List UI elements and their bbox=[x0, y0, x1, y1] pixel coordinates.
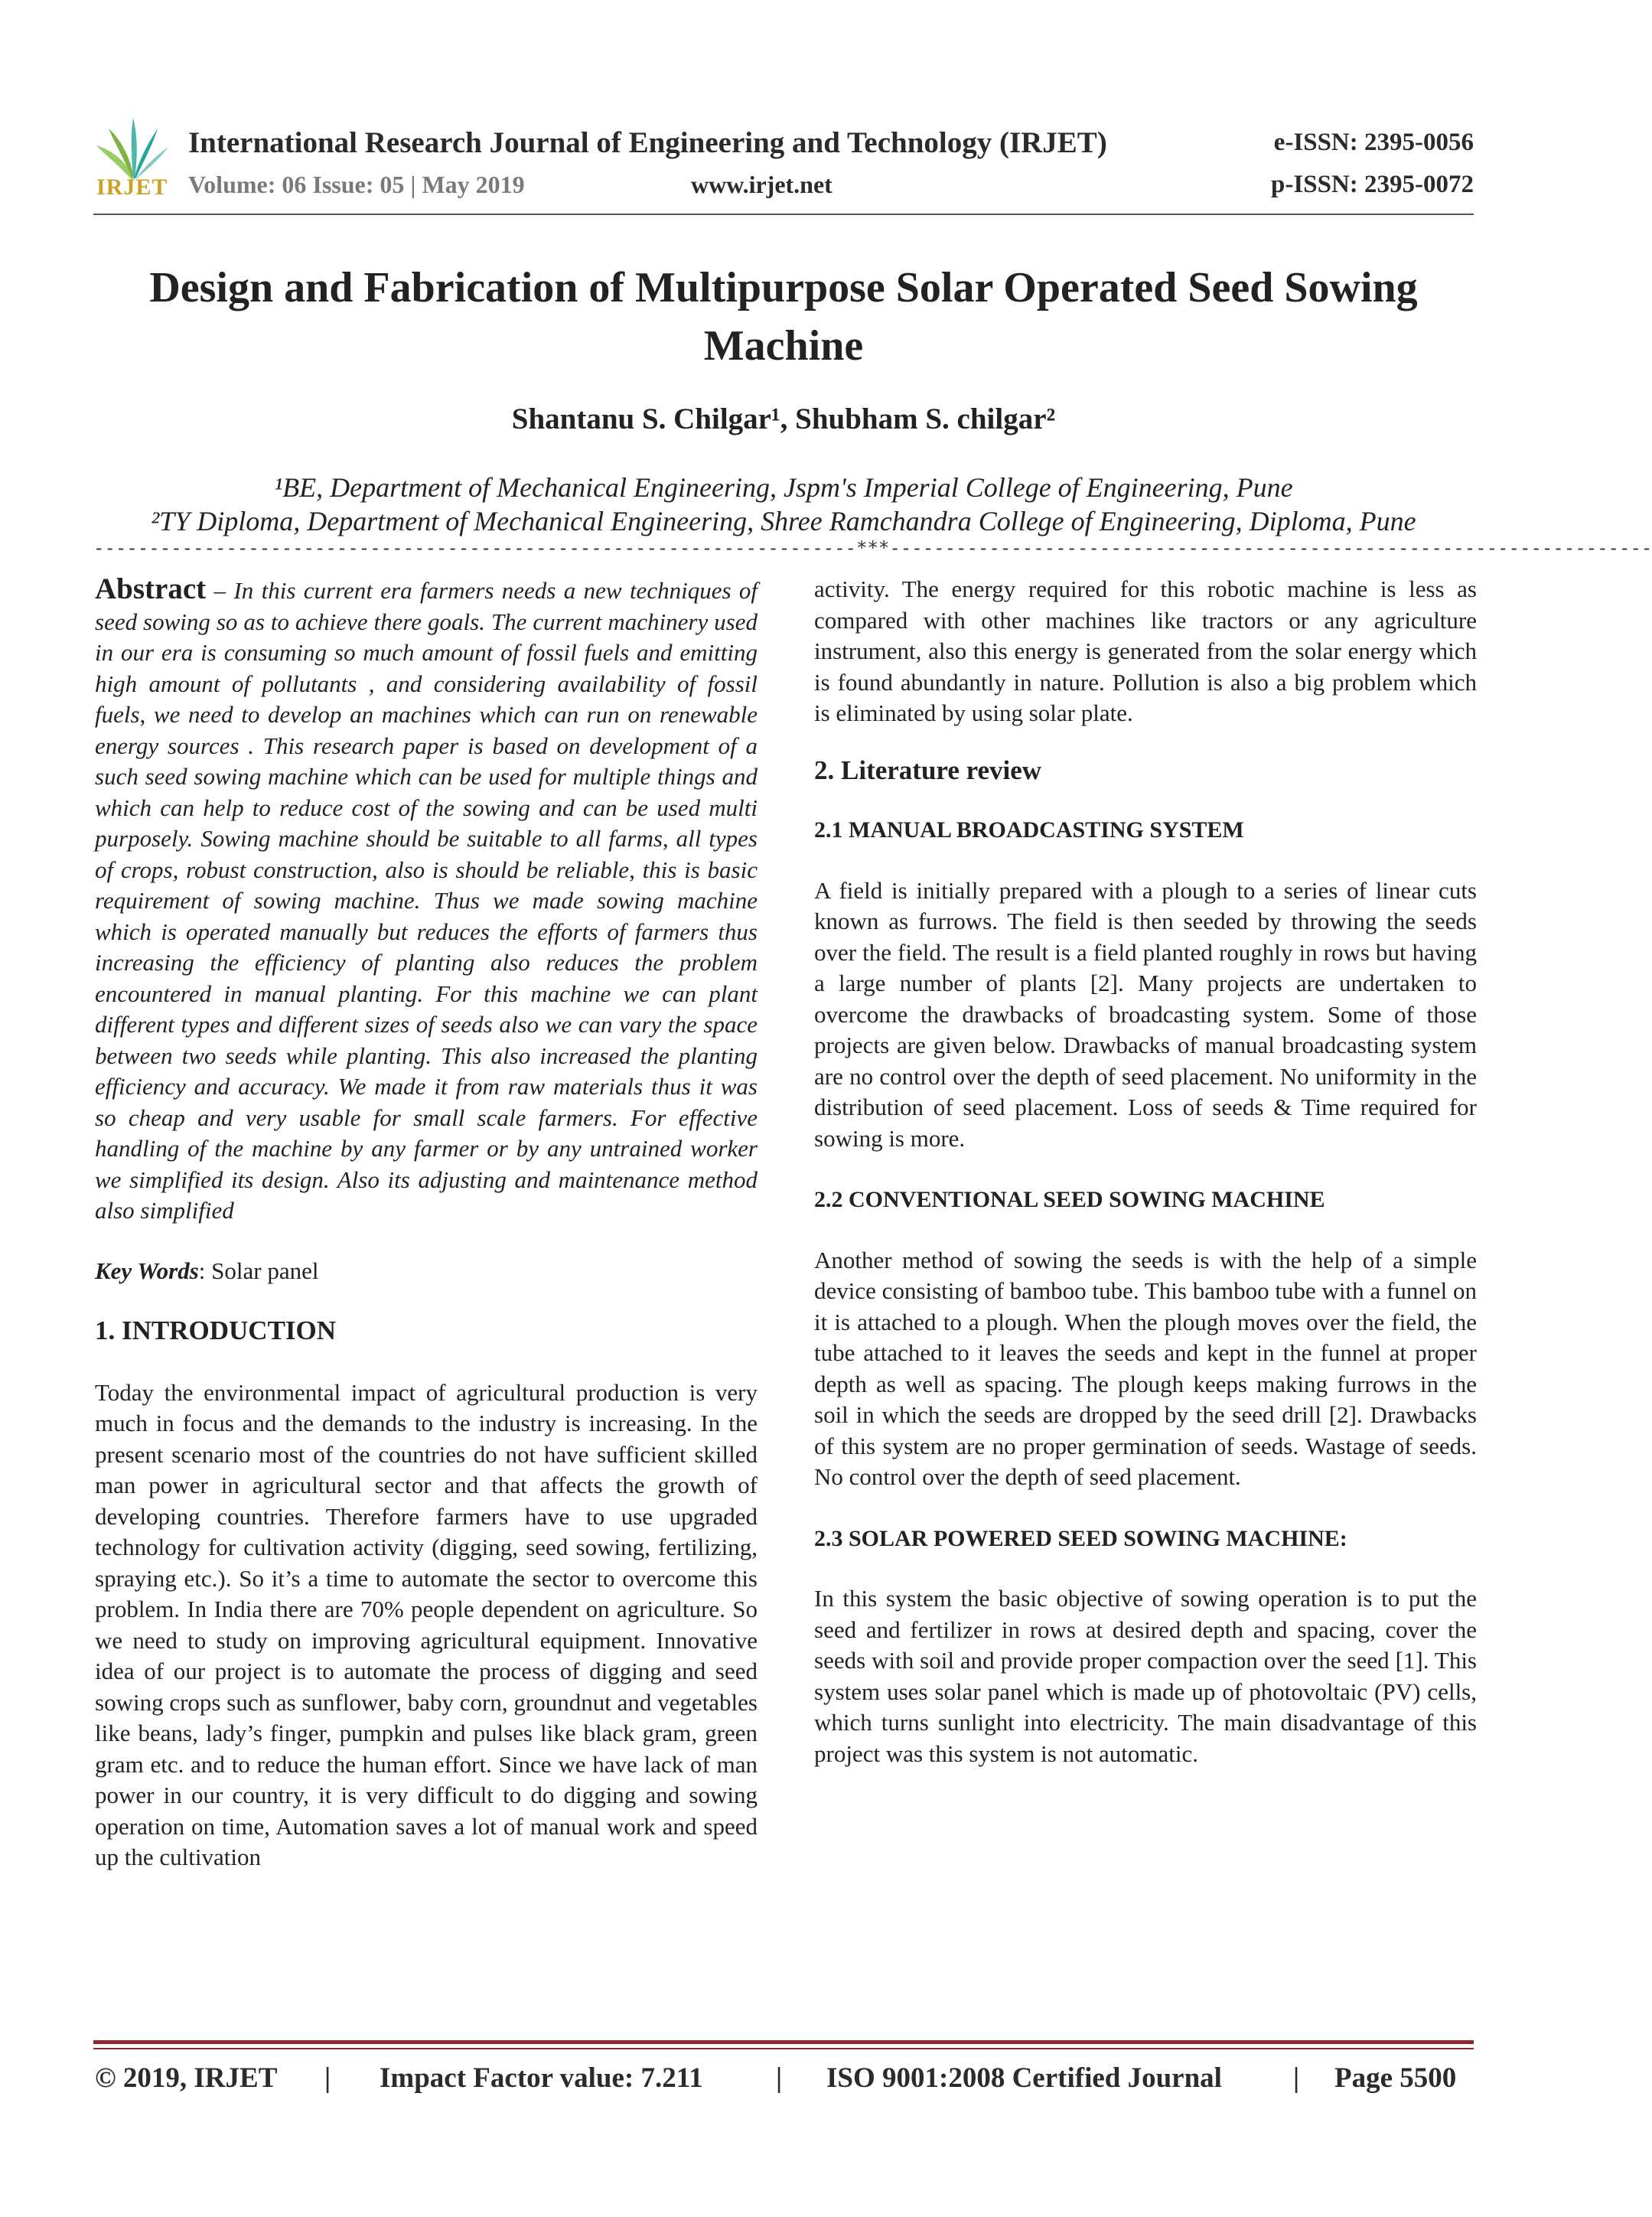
introduction-text: Today the environmental impact of agricultural production is very much in focus and the demands to the industry is increasing. In the present scenario most of the countries do not have sufficient skilled man power in agricultural sector and that affects the growth of developing countries. Therefore farmers have to use upgraded technology for cultivation activity (digging, seed sowing, fertilizing, spraying etc.). So it’s a time to automate the sector to overcome this problem. In India there are 70% people dependent on agriculture. So we need to study on improving agricultural equipment. Innovative idea of our project is to automate the process of digging and seed sowing crops such as sunflower, baby corn, groundnut and vegetables like beans, lady’s finger, pumpkin and pulses like black gram, green gram etc. and to reduce the human effort. Since we have lack of man power in our country, it is very difficult to do digging and sowing operation on time, Automation saves a lot of manual work and speed up the cultivation bbox=[95, 1378, 758, 1870]
footer-separator: | bbox=[1293, 2062, 1300, 2094]
section-2-3-heading: 2.3 SOLAR POWERED SEED SOWING MACHINE: bbox=[814, 1525, 1347, 1551]
introduction-continued: activity. The energy required for this robotic machine is less as compared with other machines like tractors or any agriculture instrument, also this energy is generated from the solar energy which is found abundantly in nature. Pollution is also a big problem which is eliminated by using solar plate. bbox=[814, 575, 1477, 726]
section-2-2-text: Another method of sowing the seeds is with the help of a simple device consisting of bamboo tube. This bamboo tube with a funnel on it is attached to a plough. When the plough moves over the field, the tube attached to it leaves the seeds and kept in the funnel at proper depth as well as spacing. The plough keeps making furrows in the soil in which the seeds are dropped by the seed drill [2]. Drawbacks of this system are no proper germination of seeds. Wastage of seeds. No control over the depth of seed placement. bbox=[814, 1246, 1477, 1490]
footer-separator: | bbox=[324, 2062, 331, 2094]
abstract-heading: Abstract bbox=[95, 572, 207, 605]
journal-website: www.irjet.net bbox=[691, 171, 833, 198]
footer-impact-factor: Impact Factor value: 7.211 bbox=[380, 2062, 703, 2094]
affiliation-1: ¹BE, Department of Mechanical Engineering, Jspm's Imperial College of Engineering, Pune bbox=[274, 472, 1293, 503]
left-column bbox=[95, 574, 758, 1873]
paper-title: Design and Fabrication of Multipurpose Solar Operated Seed Sowing Machine bbox=[149, 264, 1418, 370]
paper-authors: Shantanu S. Chilgar¹, Shubham S. chilgar² bbox=[511, 403, 1056, 435]
abstract-dash: – bbox=[206, 577, 234, 604]
literature-heading: 2. Literature review bbox=[814, 755, 1042, 785]
p-issn: p-ISSN: 2395-0072 bbox=[1271, 171, 1474, 198]
page-footer bbox=[95, 2062, 1472, 2095]
e-issn: e-ISSN: 2395-0056 bbox=[1273, 129, 1474, 156]
journal-title: International Research Journal of Engineering and Technology (IRJET) bbox=[188, 126, 1107, 159]
footer-rule-thick bbox=[93, 2040, 1474, 2044]
introduction-heading: 1. INTRODUCTION bbox=[95, 1316, 337, 1345]
affiliation-2: ²TY Diploma, Department of Mechanical Engineering, Shree Ramchandra College of Engineering, Diploma, Pune bbox=[151, 506, 1416, 536]
footer-rule-thin bbox=[93, 2048, 1474, 2049]
keywords-label: Key Words bbox=[95, 1257, 199, 1284]
section-2-3-text: In this system the basic objective of sowing operation is to put the seed and fertilizer in rows at desired depth and spacing, cover the seeds with soil and provide proper compaction over the seed [1]. This system uses solar panel which is made up of photovoltaic (PV) cells, which turns sunlight into electricity. The main disadvantage of this project was this system is not automatic. bbox=[814, 1585, 1477, 1767]
footer-page-number: Page 5500 bbox=[1334, 2062, 1457, 2094]
footer-separator: | bbox=[776, 2062, 783, 2094]
keywords-colon: : bbox=[198, 1257, 212, 1284]
section-2-1-heading: 2.1 MANUAL BROADCASTING SYSTEM bbox=[814, 817, 1244, 843]
footer-copyright: © 2019, IRJET bbox=[95, 2062, 278, 2094]
abstract-paragraph bbox=[95, 574, 758, 1227]
keywords-line bbox=[95, 1256, 758, 1287]
logo-text: IRJET bbox=[96, 174, 168, 200]
header-divider bbox=[93, 214, 1474, 215]
footer-iso: ISO 9001:2008 Certified Journal bbox=[826, 2062, 1222, 2094]
separator-line: ---------------------------------------------------------------------***--------------------------------------------------------------------- bbox=[93, 537, 1652, 559]
right-column bbox=[814, 574, 1477, 1769]
volume-issue: Volume: 06 Issue: 05 | May 2019 bbox=[188, 171, 525, 198]
keywords-value: Solar panel bbox=[211, 1257, 319, 1284]
section-2-2-heading: 2.2 CONVENTIONAL SEED SOWING MACHINE bbox=[814, 1187, 1325, 1212]
section-2-1-text: A field is initially prepared with a plough to a series of linear cuts known as furrows. The field is then seeded by throwing the seeds over the field. The result is a field planted roughly in rows but having a large number of plants [2]. Many projects are undertaken to overcome the drawbacks of broadcasting system. Some of those projects are given below. Drawbacks of manual broadcasting system are no control over the depth of seed placement. No uniformity in the distribution of seed placement. Loss of seeds & Time required for sowing is more. bbox=[814, 876, 1477, 1152]
abstract-text: In this current era farmers needs a new techniques of seed sowing so as to achieve there goals. The current machinery used in our era is consuming so much amount of fossil fuels and emitting high amount of pollutants , and considering availability of fossil fuels, we need to develop an machines which can run on renewable energy sources . This research paper is based on development of a such seed sowing machine which can be used for multiple things and which can help to reduce cost of the sowing and can be used multi purposely. Sowing machine should be suitable to all farms, all types of crops, robust construction, also is should be reliable, this is basic requirement of sowing machine. Thus we made sowing machine which is operated manually but reduces the efforts of farmers thus increasing the efficiency of planting also reduces the problem encountered in manual planting. For this machine we can plant different types and different sizes of seeds also we can vary the space between two seeds while planting. This also increased the planting efficiency and accuracy. We made it from raw materials thus it was so cheap and very usable for small scale farmers. For effective handling of the machine by any farmer or by any untrained worker we simplified its design. Also its adjusting and maintenance method also simplified bbox=[95, 577, 758, 1224]
